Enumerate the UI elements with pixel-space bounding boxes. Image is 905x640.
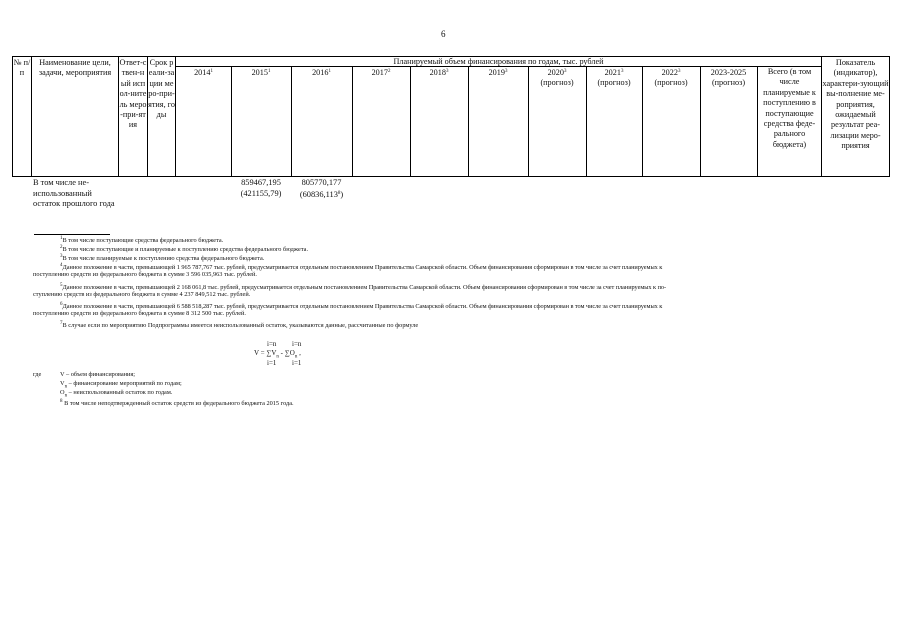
header-term: Срок реали-зации меро-при-ятия, годы [148,58,175,120]
where-v: V – объем финансирования; [60,371,136,378]
footnote-7: $^7$В случае если по мероприятию Подпрограммы имеется неиспользованный остаток, указываются данные, рассчитанные по формуле [60,321,419,329]
year-2016: 2016$^1$ [312,68,331,77]
year-2018: 2018$^3$ [429,68,449,77]
footnote-6-cont: поступлению средств из федерального бюджета в сумме 8 312 500 тыс. рублей. [33,310,246,317]
where-on: $O_n$ – неиспользованный остаток по годам. [60,389,173,399]
col-line [889,56,890,177]
col-line [31,56,32,177]
year-2021: 2021$^3$ (прогноз) [597,68,631,87]
formula: i=n i=n $V = \sum V_n - \sum O_n$ , i=1 i=1 [254,340,302,367]
footnote-4-cont: поступлению средств из федерального бюджета в сумме 3 596 035,963 тыс. рублей. [33,271,257,278]
where-vn: $V_n$ – финансирование мероприятий по годам; [60,380,182,390]
year-2022: 2022$^3$ (прогноз) [654,68,688,87]
year-2017: 2017$^2$ [371,68,391,77]
col-line [231,66,232,177]
header-responsible: Ответ-ствен-ный испол-нитель меро-при-ятия [119,58,147,130]
header-planned-title: Планируемый объем финансирования по годам, тыс. рублей [393,57,604,66]
year-2019: 2019$^3$ [488,68,508,77]
footnote-3: $^3$В том числе планируемые к поступлению средства федерального бюджета. [60,254,265,262]
header-bottom-border [12,176,890,177]
footnote-5: $^5$Данное положение в части, превышающей 2 168 061,8 тыс. рублей, предусматривается отдельным постановлением Правительства Самарской области. Объем финансирования сформирован в том числе за счет планируемых к по- [60,283,667,291]
year-2023-2025: 2023-2025 (прогноз) [710,68,747,87]
footnote-4: $^4$Данное положение в части, превышающей 1 965 787,767 тыс. рублей, предусматривается отдельным постановлением Правительства Самарской области. Объем финансирования сформирован в том числе за счет планируемых к [60,263,663,271]
col-line [468,66,469,177]
col-line [291,66,292,177]
footnote-1: $^1$В том числе поступающие средства федерального бюджета. [60,236,224,244]
row-2016-value: 805770,177 (60836,113$^8$) [299,178,344,199]
year-2020: 2020$^3$ (прогноз) [540,68,574,87]
header-name: Наименование цели, задачи, мероприятия [38,58,112,78]
col-line [410,66,411,177]
footnote-8: $^8$ В том числе неподтвержденный остаток средств из федерального бюджета 2015 года. [60,399,294,407]
page-number: 6 [441,29,446,39]
header-indicator: Показатель (индикатор), характери-зующий вы-полнение ме-роприятия, ожидаемый результат реа-лизации меро-приятия [822,58,889,151]
footnote-6: $^6$Данное положение в части, превышающей 6 588 518,287 тыс. рублей, предусматривается отдельным постановлением Правительства Самарской области. Объем финансирования сформирован в том числе за счет планируемых к [60,302,663,310]
footnote-5-cont: ступлению средств из федерального бюджета в сумме 4 237 849,512 тыс. рублей. [33,291,251,298]
footnote-2: $^2$В том числе поступающие и планируемые к поступлению средства федерального бюджета. [60,245,309,253]
year-2015: 2015$^1$ [251,68,271,77]
year-2014: 2014$^1$ [194,68,213,77]
row-name: В том числе не-использованный остаток прошлого года [33,178,115,209]
header-total: Всего (в том числе планируемые к поступлению в поступающие средства феде-рального бюджета) [763,67,816,149]
row-2015-value: 859467,195 (421155,79) [240,178,282,198]
header-num: № п/п [13,58,31,78]
where-label: где [33,371,42,378]
col-line [352,66,353,177]
